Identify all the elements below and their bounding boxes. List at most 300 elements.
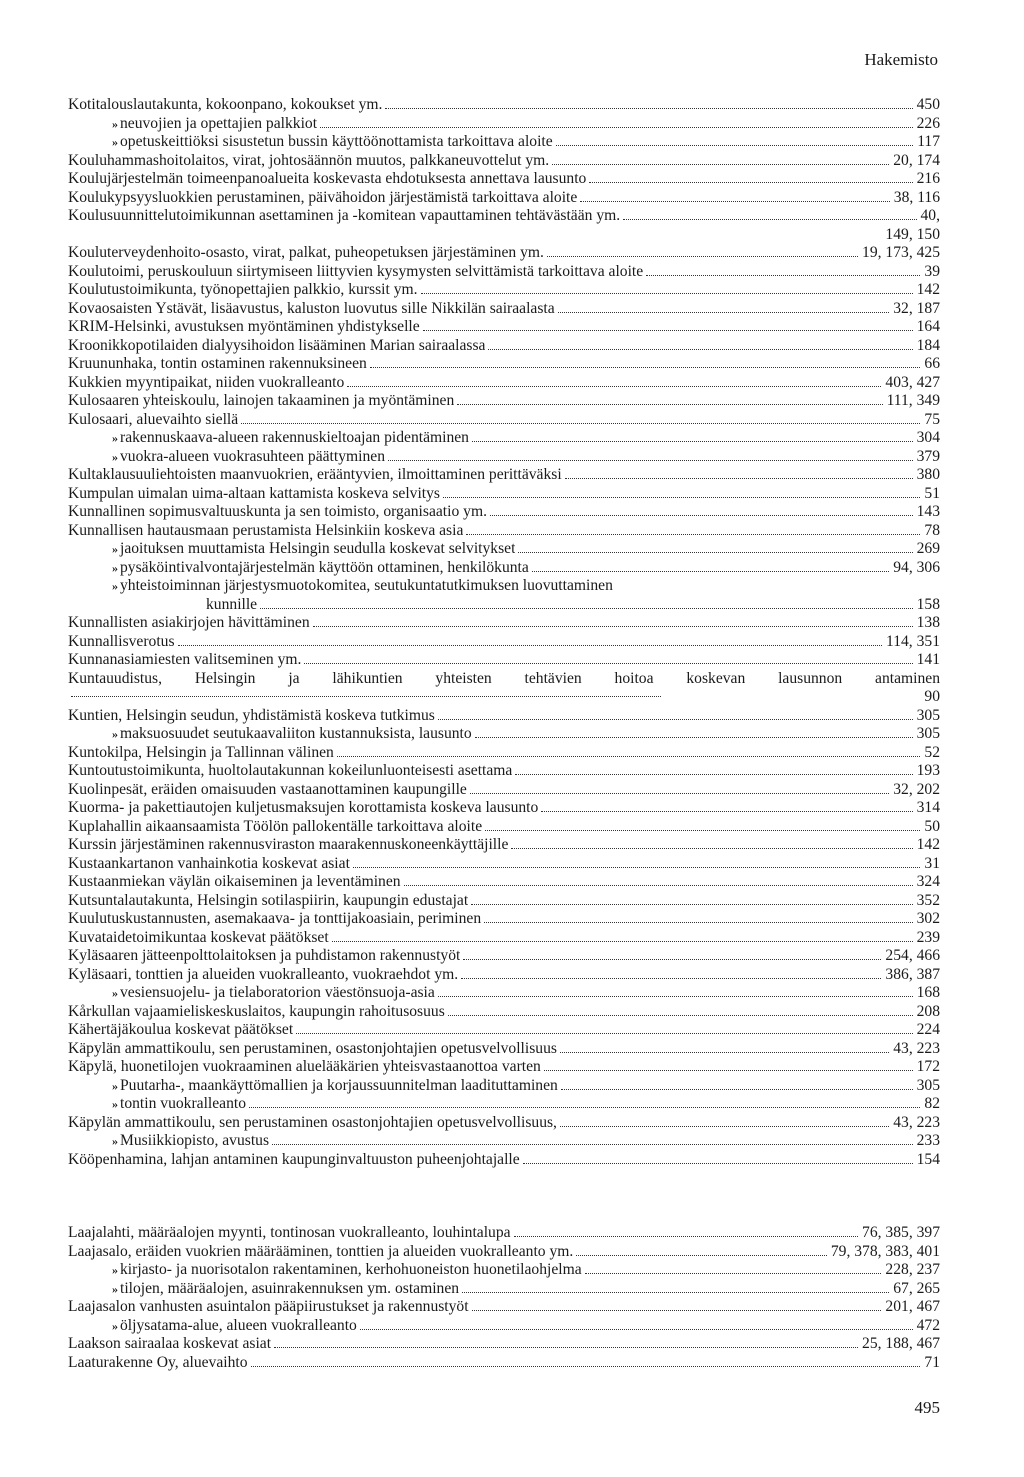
entry-text (68, 1243, 573, 1262)
entry-title: jaoituksen muuttamista Helsingin seudulla koskevat selvitykset (120, 540, 516, 557)
entry-title: tontin vuokralleanto (120, 1095, 247, 1112)
dot-leader (585, 1272, 882, 1274)
index-entry (68, 818, 940, 837)
entry-title: Laajalahti, määräalojen myynti, tontinosan vuokralleanto, louhintalupa (68, 1224, 511, 1241)
entry-text (68, 614, 310, 633)
dot-leader (518, 551, 912, 553)
entry-title: Kunnallinen sopimusvaltuuskunta ja sen toimisto, organisaatio ym. (68, 503, 487, 520)
entry-text (68, 281, 418, 300)
page-ref: 450 (916, 96, 940, 113)
page-ref: 31 (924, 854, 940, 872)
entry-title: Kukkien myyntipaikat, niiden vuokralleanto (68, 373, 345, 391)
entry-title: Kumpulan uimalan uima-altaan kattamista koskeva selvitys (68, 484, 440, 502)
entry-text (68, 355, 367, 374)
index-entry (68, 1151, 940, 1170)
dot-leader (623, 218, 916, 220)
entry-title: Käpylän ammattikoulu, sen perustaminen osastonjohtajien opetusvelvollisuus, (68, 1113, 557, 1131)
page-ref: 40, (920, 207, 940, 224)
page-ref: 208 (916, 1002, 940, 1020)
dot-leader (313, 625, 913, 627)
page-ref: 82 (924, 1095, 940, 1112)
entry-continuation (68, 596, 940, 615)
page-ref: 403, 427 (885, 373, 940, 391)
page-ref: 184 (916, 336, 940, 354)
index-entry (68, 263, 940, 282)
index-entry (68, 115, 940, 134)
index-entry (68, 540, 940, 559)
entry-text (68, 836, 508, 855)
page-ref: 233 (916, 1132, 940, 1149)
entry-title: maksuosuudet seutukaavaliiton kustannuksista, lausunto (120, 725, 472, 742)
entry-text (68, 189, 577, 208)
index-entry (68, 448, 940, 467)
ditto-mark: » (112, 135, 118, 149)
entry-text (68, 1003, 445, 1022)
entry-text (68, 781, 467, 800)
entry-title: Kuntokilpa, Helsingin ja Tallinnan välinen (68, 743, 334, 761)
page-ref: 386, 387 (885, 965, 940, 983)
dot-leader (484, 921, 912, 923)
entry-text (68, 892, 468, 911)
ditto-mark: » (112, 560, 118, 575)
index-entry (68, 1058, 940, 1077)
page-ref: 228, 237 (885, 1261, 940, 1278)
dot-leader (472, 1309, 882, 1311)
page-ref: 305 (916, 1076, 940, 1094)
continuation-text: kunnille (206, 595, 258, 613)
entry-text (68, 966, 458, 985)
entry-title: Koulutoimi, peruskouluun siirtymiseen liittyvien kysymysten selvittämistä tarkoittava aloite (68, 262, 644, 280)
dot-leader (320, 126, 913, 128)
dot-leader (388, 459, 913, 461)
entry-text (68, 1280, 459, 1299)
entry-text (68, 910, 481, 929)
dot-leader (423, 329, 913, 331)
dot-leader (589, 181, 912, 183)
page-ref: 50 (924, 817, 940, 835)
page-ref: 224 (916, 1021, 940, 1038)
index-entry (68, 466, 940, 485)
dot-leader (558, 311, 890, 313)
index-entry (68, 1298, 940, 1317)
index-entry (68, 744, 940, 763)
dot-leader (560, 1125, 889, 1127)
index-entry (68, 1095, 940, 1114)
dot-leader (472, 440, 913, 442)
index-entry (68, 318, 940, 337)
page-ref: 32, 187 (893, 299, 940, 317)
index-entry (68, 799, 940, 818)
page-ref: 305 (916, 725, 940, 742)
entry-title: Laaturakenne Oy, aluevaihto (68, 1353, 248, 1371)
ditto-mark: » (112, 727, 118, 741)
entry-text (68, 1114, 557, 1133)
entry-text (68, 855, 350, 874)
entry-title: rakennuskaava-alueen rakennuskieltoajan pidentäminen (120, 429, 469, 446)
dot-leader (560, 1051, 889, 1053)
index-entry (68, 1021, 940, 1040)
entry-title: Kouluhammashoitolaitos, virat, johtosäännön muutos, palkkaneuvottelut ym. (68, 151, 550, 169)
dot-leader (353, 866, 921, 868)
entry-title: Laakson sairaalaa koskevat asiat (68, 1335, 272, 1352)
entry-text (68, 1224, 511, 1243)
dot-leader (274, 1346, 858, 1348)
entry-text (68, 651, 301, 670)
entry-title: Kultaklausuuliehtoisten maanvuokrien, erääntyvien, ilmoittaminen perittäväksi (68, 466, 562, 483)
dot-leader (511, 847, 912, 849)
page-number: 495 (914, 1398, 940, 1417)
entry-title: Kähertäjäkoulua koskevat päätökset (68, 1021, 294, 1038)
entry-text (68, 799, 538, 818)
entry-title: Kovaosaisten Ystävät, lisäavustus, kaluston luovutus sille Nikkilän sairaalasta (68, 299, 555, 317)
index-entry (68, 873, 940, 892)
dot-leader (438, 718, 913, 720)
entry-text (68, 411, 238, 430)
dot-leader (249, 1106, 920, 1108)
entry-title: Koulujärjestelmän toimeenpanoalueita koskevasta ehdotuksesta annettava lausunto (68, 170, 587, 187)
index-entry (68, 281, 940, 300)
index-entry (68, 429, 940, 448)
index-entry (68, 707, 940, 726)
page-ref: 154 (916, 1150, 940, 1168)
index-entry (68, 1317, 940, 1336)
entry-title: Kulosaaren yhteiskoulu, lainojen takaaminen ja myöntäminen (68, 392, 455, 409)
index-entry (68, 300, 940, 319)
page-ref: 43, 223 (893, 1039, 940, 1057)
entry-title: neuvojien ja opettajien palkkiot (120, 114, 318, 132)
index-entry (68, 374, 940, 393)
page-ref: 324 (916, 873, 940, 890)
page-ref: 138 (916, 614, 940, 631)
entry-text (68, 448, 385, 467)
entry-text (68, 744, 334, 763)
index-entry (68, 559, 940, 578)
page-ref: 142 (916, 836, 940, 853)
page-ref: 114, 351 (886, 632, 940, 650)
dot-leader (462, 1291, 889, 1293)
entry-title: Koulukypsyysluokkien perustaminen, päivähoidon järjestämistä tarkoittava aloite (68, 188, 578, 206)
page-ref: 168 (916, 984, 940, 1001)
index-entry (68, 355, 940, 374)
index-entry (68, 966, 940, 985)
entry-title: Kyläsaari, tonttien ja alueiden vuokralleanto, vuokraehdot ym. (68, 965, 459, 983)
index-entry (68, 411, 940, 430)
index-entry (68, 152, 940, 171)
dot-leader (565, 477, 913, 479)
index-entry (68, 1040, 940, 1059)
entry-text (68, 115, 317, 134)
page-ref: 201, 467 (885, 1298, 940, 1315)
ditto-mark: » (112, 449, 118, 464)
page-ref: 43, 223 (893, 1113, 940, 1131)
ditto-mark: » (112, 1134, 118, 1148)
index-entry (68, 947, 940, 966)
page-ref: 76, 385, 397 (862, 1224, 940, 1241)
entry-title: Kroonikkopotilaiden dialyysihoidon lisääminen Marian sairaalassa (68, 336, 486, 354)
page-ref: 302 (916, 910, 940, 927)
dot-leader (457, 403, 882, 405)
entry-text (68, 670, 940, 687)
page-ref: 25, 188, 467 (862, 1335, 940, 1352)
entry-title: opetuskeittiöksi sisustetun bussin käyttöönottamista tarkoittava aloite (120, 133, 553, 150)
entry-text (68, 1095, 246, 1114)
dot-leader (576, 1254, 827, 1256)
ditto-mark: » (112, 986, 118, 1000)
page-ref: 117 (917, 133, 940, 150)
entry-text (68, 929, 329, 948)
entry-text (68, 1354, 248, 1373)
entry-text (68, 244, 544, 263)
index-entry (68, 1354, 940, 1373)
page-ref: 52 (924, 743, 940, 761)
page-ref: 472 (916, 1316, 940, 1334)
ditto-mark: » (112, 542, 118, 556)
index-entry (68, 892, 940, 911)
page-ref: 79, 378, 383, 401 (830, 1242, 940, 1260)
ditto-mark: » (112, 431, 118, 445)
entry-text (68, 559, 529, 578)
page-ref: 158 (916, 595, 940, 613)
dot-leader (514, 1235, 858, 1237)
entry-title: Puutarha-, maankäyttömallien ja korjaussuunnitelman laadituttaminen (120, 1076, 558, 1094)
entry-title: Laajasalon vanhusten asuintalon pääpiirustukset ja rakennustyöt (68, 1298, 469, 1315)
entry-title: vuokra-alueen vuokrasuhteen päättyminen (120, 447, 385, 465)
entry-text (68, 540, 515, 559)
entry-text (68, 170, 586, 189)
entry-text (68, 429, 469, 448)
ditto-mark: » (112, 1281, 118, 1296)
entry-text (68, 1298, 469, 1317)
page-ref: 380 (916, 466, 940, 483)
index-entry (68, 855, 940, 874)
dot-leader (580, 200, 890, 202)
entry-text (68, 1058, 541, 1077)
dot-leader (360, 1328, 913, 1330)
ditto-mark: » (112, 116, 118, 131)
page-ref: 239 (916, 928, 940, 946)
dot-leader (272, 1143, 913, 1145)
dot-leader (461, 977, 881, 979)
dot-leader (471, 903, 912, 905)
dot-leader (541, 810, 912, 812)
page-ref: 379 (916, 447, 940, 465)
page-ref: 141 (916, 651, 940, 668)
page-ref: 78 (924, 521, 940, 539)
entry-text (68, 984, 435, 1003)
ditto-mark: » (112, 579, 118, 593)
entry-text (68, 1077, 558, 1096)
dot-leader (332, 940, 913, 942)
page-ref: 32, 202 (893, 780, 940, 798)
page-ref: 111, 349 (886, 392, 940, 409)
dot-leader (616, 589, 936, 590)
entry-continuation (68, 226, 940, 245)
entry-title: Kustaankartanon vanhainkotia koskevat asiat (68, 854, 350, 872)
dot-leader (438, 995, 913, 997)
dot-leader (404, 884, 913, 886)
entry-text (68, 1335, 271, 1354)
entry-title: Kööpenhamina, lahjan antaminen kaupunginvaltuuston puheenjohtajalle (68, 1150, 520, 1168)
page-ref: 314 (916, 799, 940, 816)
index-entry (68, 503, 940, 522)
index-entry (68, 614, 940, 633)
entry-text (68, 503, 487, 522)
entry-title: Laajasalo, eräiden vuokrien määrääminen, tonttien ja alueiden vuokralleanto ym. (68, 1242, 574, 1260)
index-entry (68, 244, 940, 263)
index-entry (68, 984, 940, 1003)
entry-title: Kunnallisverotus (68, 632, 175, 650)
entry-text (68, 633, 175, 652)
index-entry (68, 1114, 940, 1133)
entry-title: Kuvataidetoimikuntaa koskevat päätökset (68, 928, 329, 946)
entry-text (68, 96, 382, 115)
dot-leader (515, 773, 912, 775)
entry-title: Kunnanasiamiesten valitseminen ym. (68, 651, 302, 668)
index-entry (68, 1224, 940, 1243)
page-ref: 269 (916, 540, 940, 557)
index-entry (68, 133, 940, 152)
entry-text (68, 762, 512, 781)
entry-title: Kuplahallin aikaansaamista Töölön pallokentälle tarkoittava aloite (68, 817, 483, 835)
entry-title: Kuntien, Helsingin seudun, yhdistämistä koskeva tutkimus (68, 706, 435, 724)
index-section-l (68, 1224, 940, 1372)
entry-text (68, 1132, 269, 1151)
dot-leader (337, 755, 921, 757)
dot-leader (475, 736, 913, 738)
entry-title: Koulusuunnittelutoimikunnan asettaminen ja -komitean vapauttaminen tehtävästään ym. (68, 207, 621, 224)
page-ref: 66 (924, 355, 940, 372)
page-ref: 226 (916, 114, 940, 132)
dot-leader (443, 496, 920, 498)
index-entry (68, 670, 940, 707)
page-ref: 38, 116 (893, 188, 940, 206)
entry-title: tilojen, määräalojen, asuinrakennuksen ym. ostaminen (120, 1279, 460, 1297)
index-entry (68, 392, 940, 411)
ditto-mark: » (112, 1078, 118, 1093)
entry-text (68, 1261, 582, 1280)
index-entry (68, 189, 940, 208)
index-entry (68, 485, 940, 504)
page-ref: 19, 173, 425 (862, 244, 940, 261)
page-ref: 305 (916, 706, 940, 724)
entry-text (68, 577, 613, 596)
dot-leader (178, 644, 882, 646)
entry-title: KRIM-Helsinki, avustuksen myöntäminen yhdistykselle (68, 318, 420, 335)
index-entry (68, 1077, 940, 1096)
dot-leader (296, 1032, 912, 1034)
dot-leader (421, 292, 913, 294)
dot-leader (466, 533, 920, 535)
entry-title: Kuntoutustoimikunta, huoltolautakunnan kokeilunluonteisesti asettama (68, 762, 513, 779)
page-ref: 164 (916, 318, 940, 335)
dot-leader (547, 255, 858, 257)
index-entry (68, 762, 940, 781)
index-entry (68, 929, 940, 948)
page-ref: 90 (924, 688, 940, 705)
page-ref: 143 (916, 503, 940, 520)
entry-title: Musiikkiopisto, avustus (120, 1132, 270, 1149)
entry-title: öljysatama-alue, alueen vuokralleanto (120, 1316, 357, 1334)
dot-leader (71, 695, 661, 697)
dot-leader (490, 514, 913, 516)
index-entry (68, 170, 940, 189)
page-ref: 75 (924, 410, 940, 428)
entry-title: Kuorma- ja pakettiautojen kuljetusmaksujen korottamista koskeva lausunto (68, 799, 539, 816)
page-ref: 94, 306 (893, 558, 940, 576)
page-ref: 20, 174 (893, 151, 940, 169)
index-entry (68, 577, 940, 596)
dot-leader (304, 662, 912, 664)
entry-title: Kustaanmiekan väylän oikaiseminen ja leventäminen (68, 873, 401, 890)
entry-title: Kotitalouslautakunta, kokoonpano, kokoukset ym. (68, 96, 383, 113)
entry-title: Käpylä, huonetilojen vuokraaminen aluelääkärien yhteisvastaanottoa varten (68, 1058, 541, 1075)
index-entry (68, 651, 940, 670)
dot-leader (347, 385, 881, 387)
entry-title: Kutsuntalautakunta, Helsingin sotilaspiirin, kaupungin edustajat (68, 891, 469, 909)
entry-text (68, 873, 401, 892)
page-ref: 216 (916, 170, 940, 187)
dot-leader (552, 163, 889, 165)
page-ref: 352 (916, 891, 940, 909)
dot-leader (463, 958, 881, 960)
page-ref: 254, 466 (885, 947, 940, 964)
dot-leader (556, 144, 914, 146)
entry-text (68, 337, 485, 356)
index-entry (68, 1335, 940, 1354)
entry-text (68, 392, 454, 411)
entry-title: pysäköintivalvontajärjestelmän käyttöön ottaminen, henkilökunta (120, 558, 529, 576)
entry-text (68, 485, 440, 504)
dot-leader (561, 1088, 913, 1090)
entry-title: vesiensuojelu- ja tielaboratorion väestönsuoja-asia (120, 984, 435, 1001)
entry-text (68, 947, 460, 966)
index-entry (68, 781, 940, 800)
entry-title: Kyläsaaren jätteenpolttolaitoksen ja puhdistamon rakennustyöt (68, 947, 461, 964)
page-ref: 142 (916, 281, 940, 298)
page-ref: 67, 265 (893, 1279, 940, 1297)
index-entry (68, 633, 940, 652)
entry-title: Koulutustoimikunta, työnopettajien palkkio, kurssit ym. (68, 281, 418, 298)
page-ref: 39 (924, 262, 940, 280)
entry-text (68, 707, 435, 726)
index-entry (68, 337, 940, 356)
index-entry (68, 1261, 940, 1280)
dot-leader (241, 422, 920, 424)
index-entry (68, 910, 940, 929)
entry-title: Kårkullan vajaamieliskeskuslaitos, kaupungin rahoitusosuus (68, 1002, 445, 1020)
ditto-mark: » (112, 1318, 118, 1333)
entry-text (68, 318, 420, 337)
entry-title: yhteistoiminnan järjestysmuotokomitea, seutukuntatutkimuksen luovuttaminen (120, 577, 613, 594)
entry-title: Kunnallisten asiakirjojen hävittäminen (68, 614, 310, 631)
entry-title: Kunnallisen hautausmaan perustamista Helsinkiin koskeva asia (68, 521, 464, 539)
dot-leader (370, 366, 921, 368)
entry-text (68, 152, 549, 171)
index-list (68, 96, 940, 1372)
dot-leader (448, 1014, 913, 1016)
entry-text (68, 1151, 520, 1170)
index-entry (68, 207, 940, 226)
entry-text (68, 207, 620, 226)
entry-text (68, 300, 555, 319)
index-entry (68, 522, 940, 541)
dot-leader (532, 570, 889, 572)
index-entry (68, 1280, 940, 1299)
page-ref: 172 (916, 1058, 940, 1075)
running-header: Hakemisto (864, 50, 938, 69)
dot-leader (523, 1162, 913, 1164)
index-section-k (68, 96, 940, 1169)
